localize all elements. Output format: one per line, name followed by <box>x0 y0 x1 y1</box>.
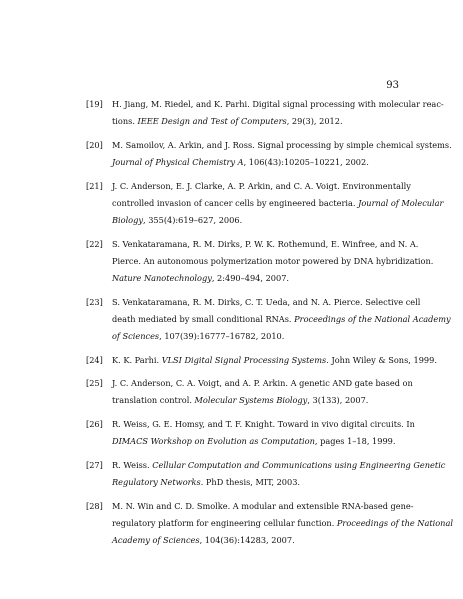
reference-text: H. Jiang, M. Riedel, and K. Parhi. Digital signal processing with molecular reac- <box>112 99 444 109</box>
reference-text: death mediated by small conditional RNAs. <box>112 313 295 324</box>
reference-italic-text: DIMACS Workshop on Evolution as Computation <box>112 436 315 447</box>
reference-line <box>112 178 411 195</box>
reference-item <box>86 294 451 346</box>
reference-text: , 29(3), 2012. <box>286 116 343 127</box>
reference-line <box>112 253 434 270</box>
reference-italic-text: VLSI Digital Signal Processing Systems <box>161 354 327 365</box>
reference-line <box>112 457 446 474</box>
reference-line <box>112 113 400 130</box>
reference-number: [26] <box>86 418 103 429</box>
reference-italic-text: Regulatory Networks <box>112 476 201 487</box>
reference-text: , 3(133), 2007. <box>307 395 369 406</box>
reference-line <box>112 474 400 491</box>
reference-list <box>86 96 453 556</box>
reference-line <box>112 212 400 229</box>
reference-italic-text: Proceedings of the National <box>336 517 453 528</box>
reference-number: [23] <box>86 296 103 307</box>
reference-line <box>112 96 444 113</box>
reference-text: M. Samoilov, A. Arkin, and J. Ross. Signal processing by simple chemical systems. <box>112 139 452 150</box>
reference-line <box>112 328 400 345</box>
reference-number: [27] <box>86 459 103 470</box>
reference-line <box>112 137 452 154</box>
reference-line <box>112 498 414 515</box>
reference-item <box>86 137 452 171</box>
reference-item <box>86 352 437 369</box>
reference-text: , 106(43):10205–10221, 2002. <box>243 157 369 167</box>
reference-text: , pages 1–18, 1999. <box>314 436 396 447</box>
reference-line <box>112 392 400 409</box>
reference-italic-text: Molecular Systems Biology <box>194 395 308 406</box>
reference-italic-text: Cellular Computation and Communications using Engineering Genetic <box>152 459 446 470</box>
reference-italic-text: Proceedings of the National Academy <box>294 313 451 324</box>
reference-text: . John Wiley & Sons, 1999. <box>326 354 437 365</box>
reference-text: , 2:490–494, 2007. <box>211 273 290 283</box>
reference-number: [20] <box>86 139 103 150</box>
reference-line <box>112 433 400 450</box>
reference-item <box>86 457 446 491</box>
reference-italic-text: Academy of Sciences <box>112 534 200 545</box>
reference-number: [24] <box>86 354 103 365</box>
reference-text: translation control. <box>112 395 195 406</box>
reference-italic-text: of Sciences <box>112 331 160 341</box>
reference-text: , 104(36):14283, 2007. <box>199 534 295 545</box>
reference-item <box>86 236 434 288</box>
reference-text: regulatory platform for engineering cellular function. <box>112 517 337 528</box>
reference-text: S. Venkataramana, R. M. Dirks, P. W. K. Rothemund, E. Winfree, and N. A. <box>112 238 419 249</box>
reference-text: tions. <box>112 116 138 127</box>
reference-italic-text: Biology <box>112 215 143 225</box>
reference-line <box>112 294 421 311</box>
reference-text: S. Venkataramana, R. M. Dirks, C. T. Ueda, and N. A. Pierce. Selective cell <box>112 296 421 307</box>
reference-line <box>112 532 400 549</box>
reference-text: , 355(4):619–627, 2006. <box>142 215 243 225</box>
reference-line <box>112 270 400 287</box>
reference-number: [21] <box>86 180 103 191</box>
reference-number: [25] <box>86 378 103 389</box>
reference-text: J. C. Anderson, E. J. Clarke, A. P. Arkin, and C. A. Voigt. Environmentally <box>112 180 411 191</box>
reference-item <box>86 416 415 450</box>
reference-text: R. Weiss. <box>112 459 153 470</box>
reference-text: controlled invasion of cancer cells by engineered bacteria. <box>112 197 359 208</box>
reference-italic-text: Nature Nanotechnology <box>112 273 212 283</box>
reference-item <box>86 96 444 130</box>
reference-line <box>112 352 437 369</box>
reference-line <box>112 195 444 212</box>
reference-italic-text: IEEE Design and Test of Computers <box>137 116 287 127</box>
reference-line <box>112 154 400 171</box>
reference-italic-text: Journal of Molecular <box>358 197 444 208</box>
reference-number: [19] <box>86 99 103 109</box>
reference-text: J. C. Anderson, C. A. Voigt, and A. P. Arkin. A genetic AND gate based on <box>112 378 413 389</box>
reference-line <box>112 515 453 532</box>
reference-line <box>112 236 419 253</box>
reference-text: R. Weiss, G. E. Homsy, and T. F. Knight. Toward in vivo digital circuits. In <box>112 418 415 429</box>
reference-item <box>86 375 413 409</box>
reference-item <box>86 178 444 230</box>
reference-text: , 107(39):16777–16782, 2010. <box>159 331 285 341</box>
reference-italic-text: Journal of Physical Chemistry A <box>112 157 244 167</box>
reference-text: Pierce. An autonomous polymerization motor powered by DNA hybridization. <box>112 255 434 266</box>
reference-line <box>112 375 413 392</box>
reference-text: K. K. Parhi. <box>112 354 162 365</box>
reference-number: [28] <box>86 500 103 511</box>
page-number: 93 <box>386 80 399 91</box>
reference-line <box>112 416 415 433</box>
reference-number: [22] <box>86 238 103 249</box>
reference-item <box>86 498 453 550</box>
reference-line <box>112 311 451 328</box>
reference-text: . PhD thesis, MIT, 2003. <box>200 476 301 487</box>
reference-text: M. N. Win and C. D. Smolke. A modular and extensible RNA-based gene- <box>112 500 414 511</box>
